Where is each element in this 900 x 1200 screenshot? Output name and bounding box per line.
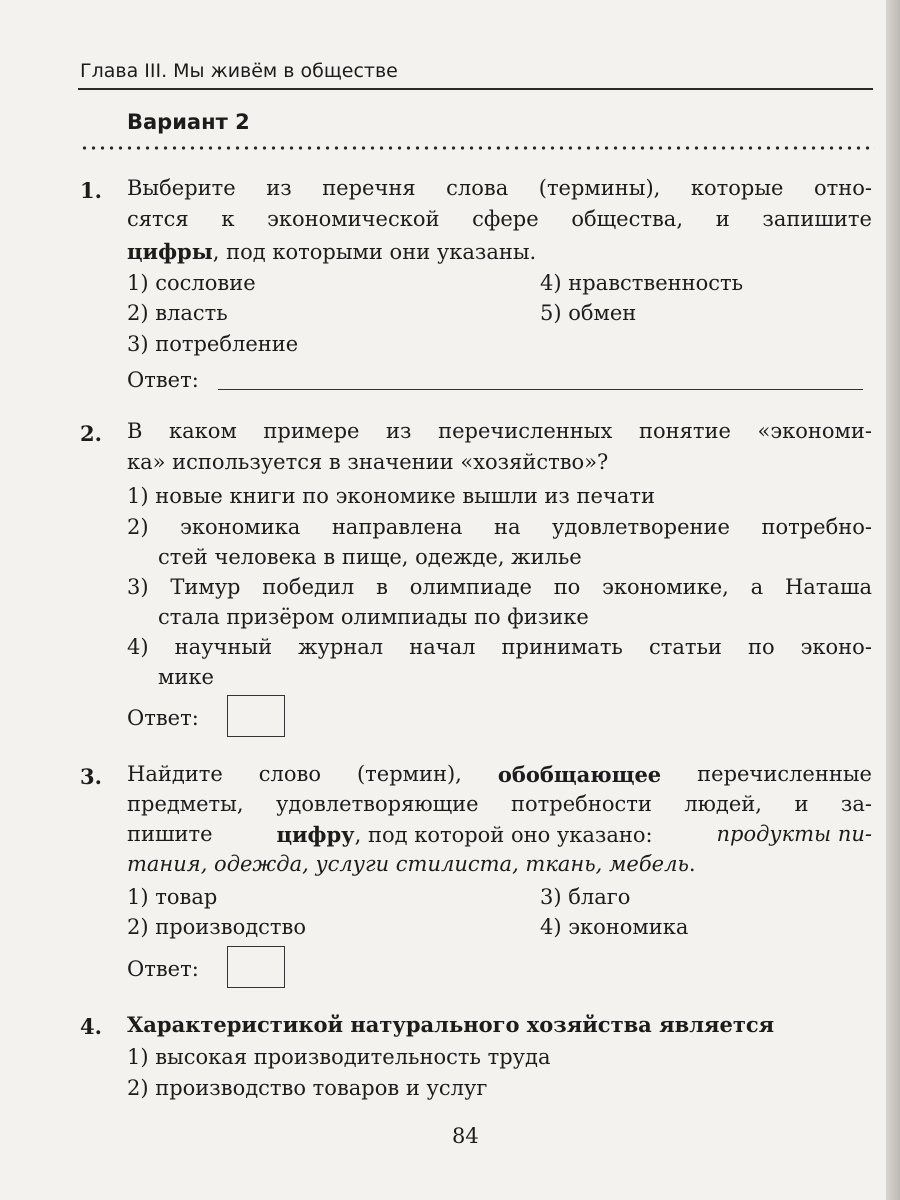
q1-option: 4) нравственность [540, 271, 744, 295]
q2-line-2: ка» используется в значении «хозяйство»? [127, 450, 609, 474]
q1-option: 3) потребление [127, 332, 299, 356]
q2-number: 2. [80, 421, 102, 446]
q4-option: 1) высокая производительность труда [127, 1045, 551, 1069]
q1-answer-label: Ответ: [127, 368, 199, 392]
q2-option-4: 4) научный журнал начал принимать статьи по эконо- [127, 635, 872, 659]
page-edge [886, 0, 900, 1200]
header-rule [78, 88, 873, 90]
q1-number: 1. [80, 178, 102, 203]
q2-option-2-cont: стей человека в пище, одежде, жилье [158, 545, 582, 569]
q1-line-3: цифры, под которыми они указаны. [127, 239, 537, 264]
q1-option: 1) сословие [127, 271, 256, 295]
q2-option-2: 2) экономика направлена на удовлетворение потребно- [127, 515, 872, 539]
q3-option: 1) товар [127, 885, 218, 909]
q3-answer-label: Ответ: [127, 957, 199, 981]
q3-line-3: пишите цифру, под которой оно указано: продукты пи- [127, 822, 872, 847]
q2-option-4-cont: мике [158, 665, 214, 689]
q3-line-1: Найдите слово (термин), обобщающее перечисленные [127, 762, 872, 787]
q2-line-1: В каком примере из перечисленных понятие «экономи- [127, 419, 872, 443]
q4-number: 4. [80, 1014, 102, 1039]
q1-answer-line[interactable] [218, 389, 863, 390]
q1-line-1: Выберите из перечня слова (термины), которые отно- [127, 176, 872, 200]
variant-title: Вариант 2 [127, 110, 250, 134]
page-number: 84 [452, 1124, 479, 1148]
q3-option: 4) экономика [540, 915, 689, 939]
chapter-header: Глава III. Мы живём в обществе [80, 60, 398, 82]
q3-option: 3) благо [540, 885, 631, 909]
q4-line-1: Характеристикой натурального хозяйства является [127, 1012, 775, 1037]
q2-answer-box[interactable] [227, 695, 285, 737]
q3-line-4: тания, одежда, услуги стилиста, ткань, мебель. [127, 852, 696, 876]
q3-answer-box[interactable] [227, 946, 285, 988]
q2-option-3-cont: стала призёром олимпиады по физике [158, 605, 589, 629]
q1-option: 2) власть [127, 301, 228, 325]
q2-answer-label: Ответ: [127, 706, 199, 730]
q3-option: 2) производство [127, 915, 307, 939]
q2-option-1: 1) новые книги по экономике вышли из печати [127, 484, 655, 508]
q1-line-2: сятся к экономической сфере общества, и запишите [127, 207, 872, 231]
dotted-separator [80, 146, 875, 150]
q1-option: 5) обмен [540, 301, 637, 325]
q2-option-3: 3) Тимур победил в олимпиаде по экономике, а Наташа [127, 575, 872, 599]
q3-line-2: предметы, удовлетворяющие потребности людей, и за- [127, 792, 872, 816]
q4-option: 2) производство товаров и услуг [127, 1076, 488, 1100]
q3-number: 3. [80, 764, 102, 789]
